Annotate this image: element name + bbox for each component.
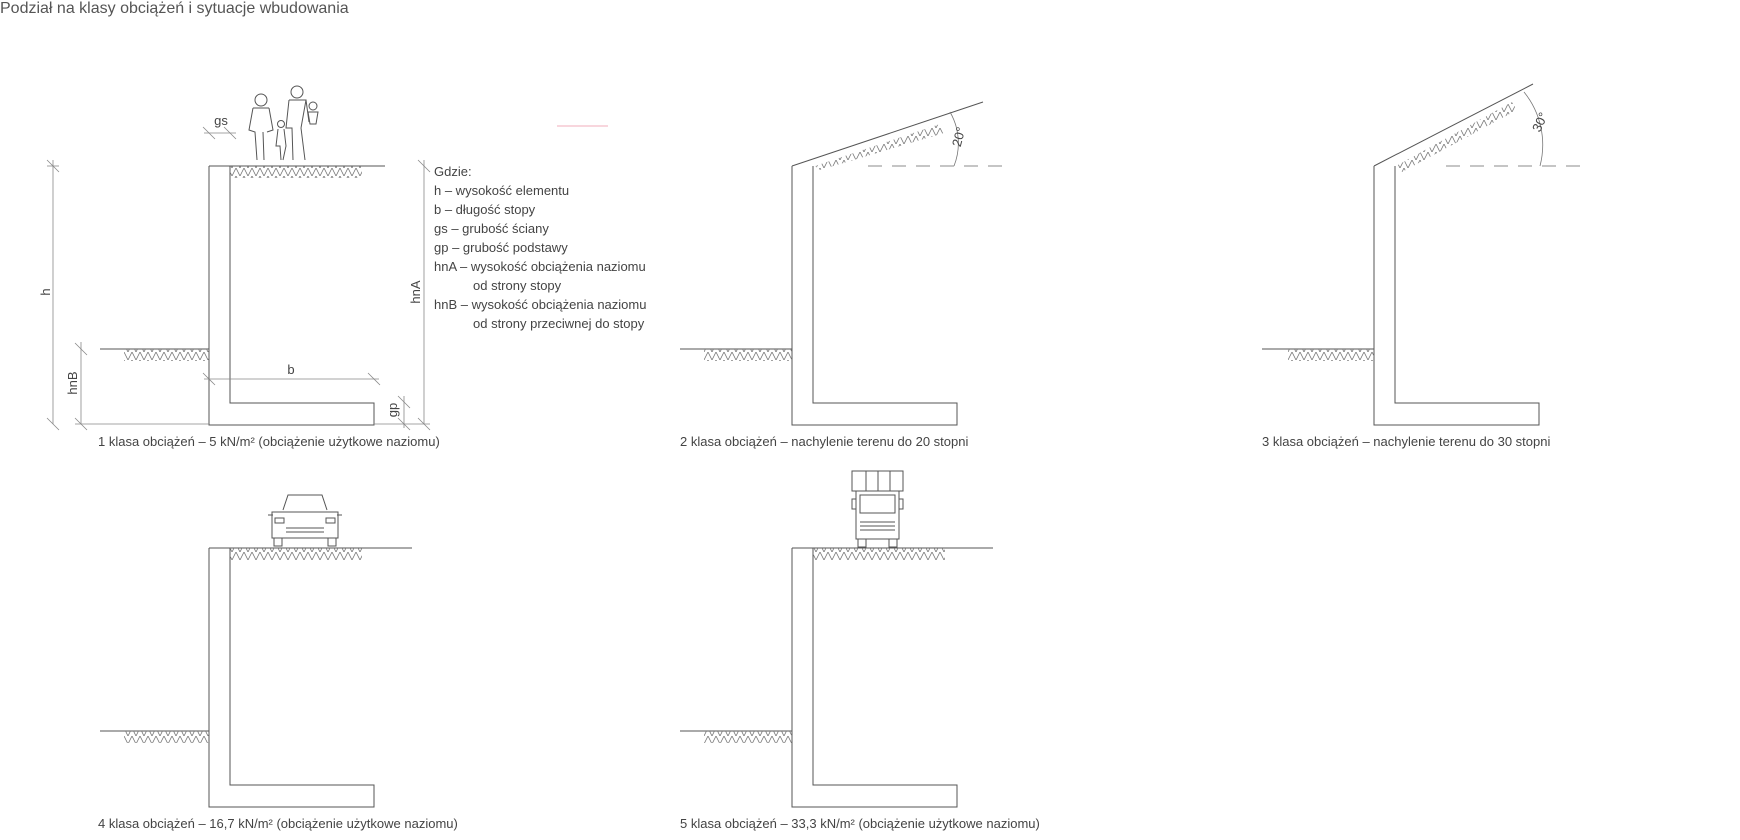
caption-class4: 4 klasa obciążeń – 16,7 kN/m² (obciążenie użytkowe naziomu) bbox=[98, 816, 458, 831]
caption-class5: 5 klasa obciążeń – 33,3 kN/m² (obciążenie użytkowe naziomu) bbox=[680, 816, 1040, 831]
diagram-class5 bbox=[680, 471, 993, 807]
soil-hatch bbox=[1288, 349, 1374, 361]
legend-row-hna-cont: od strony stopy bbox=[473, 278, 562, 293]
legend-row-hnb: hnB – wysokość obciążenia naziomu bbox=[434, 297, 647, 312]
truck-icon bbox=[852, 471, 903, 547]
pedestrians-icon bbox=[249, 86, 318, 160]
dim-label-h: h bbox=[38, 288, 53, 296]
angle-label-30: 30° bbox=[1528, 110, 1551, 135]
soil-hatch bbox=[124, 349, 209, 361]
soil-hatch bbox=[230, 548, 362, 560]
slope-hatch bbox=[815, 124, 944, 170]
caption-class1: 1 klasa obciążeń – 5 kN/m² (obciążenie użytkowe naziomu) bbox=[98, 434, 440, 449]
legend-row-hna: hnA – wysokość obciążenia naziomu bbox=[434, 259, 646, 274]
legend-row-hnb-cont: od strony przeciwnej do stopy bbox=[473, 316, 645, 331]
soil-hatch bbox=[124, 731, 209, 743]
legend bbox=[434, 162, 646, 333]
angle-label-20: 20° bbox=[948, 125, 969, 149]
legend-row-b: b – długość stopy bbox=[434, 202, 536, 217]
legend-row-gp: gp – grubość podstawy bbox=[434, 240, 568, 255]
slope-line bbox=[1374, 84, 1533, 166]
diagram-class4 bbox=[100, 495, 412, 807]
soil-hatch bbox=[813, 548, 945, 560]
soil-hatch bbox=[230, 166, 362, 178]
dim-label-b: b bbox=[287, 362, 295, 377]
caption-class3: 3 klasa obciążeń – nachylenie terenu do 30 stopni bbox=[1262, 434, 1551, 449]
slope-hatch bbox=[1396, 102, 1517, 172]
caption-class2: 2 klasa obciążeń – nachylenie terenu do 20 stopni bbox=[680, 434, 969, 449]
dim-label-hna: hnA bbox=[408, 280, 423, 304]
soil-hatch bbox=[704, 349, 792, 361]
legend-row-h: h – wysokość elementu bbox=[434, 183, 570, 198]
dim-label-hnb: hnB bbox=[65, 371, 80, 395]
page-title: Podział na klasy obciążeń i sytuacje wbudowania bbox=[0, 0, 349, 17]
dim-label-gp: gp bbox=[385, 402, 400, 418]
soil-hatch bbox=[704, 731, 792, 743]
legend-row-gs: gs – grubość ściany bbox=[434, 221, 549, 236]
legend-heading: Gdzie: bbox=[434, 164, 472, 179]
dim-label-gs: gs bbox=[214, 113, 228, 128]
diagram-class2 bbox=[680, 102, 1002, 425]
car-icon bbox=[268, 495, 342, 546]
diagram-class3 bbox=[1262, 84, 1583, 425]
